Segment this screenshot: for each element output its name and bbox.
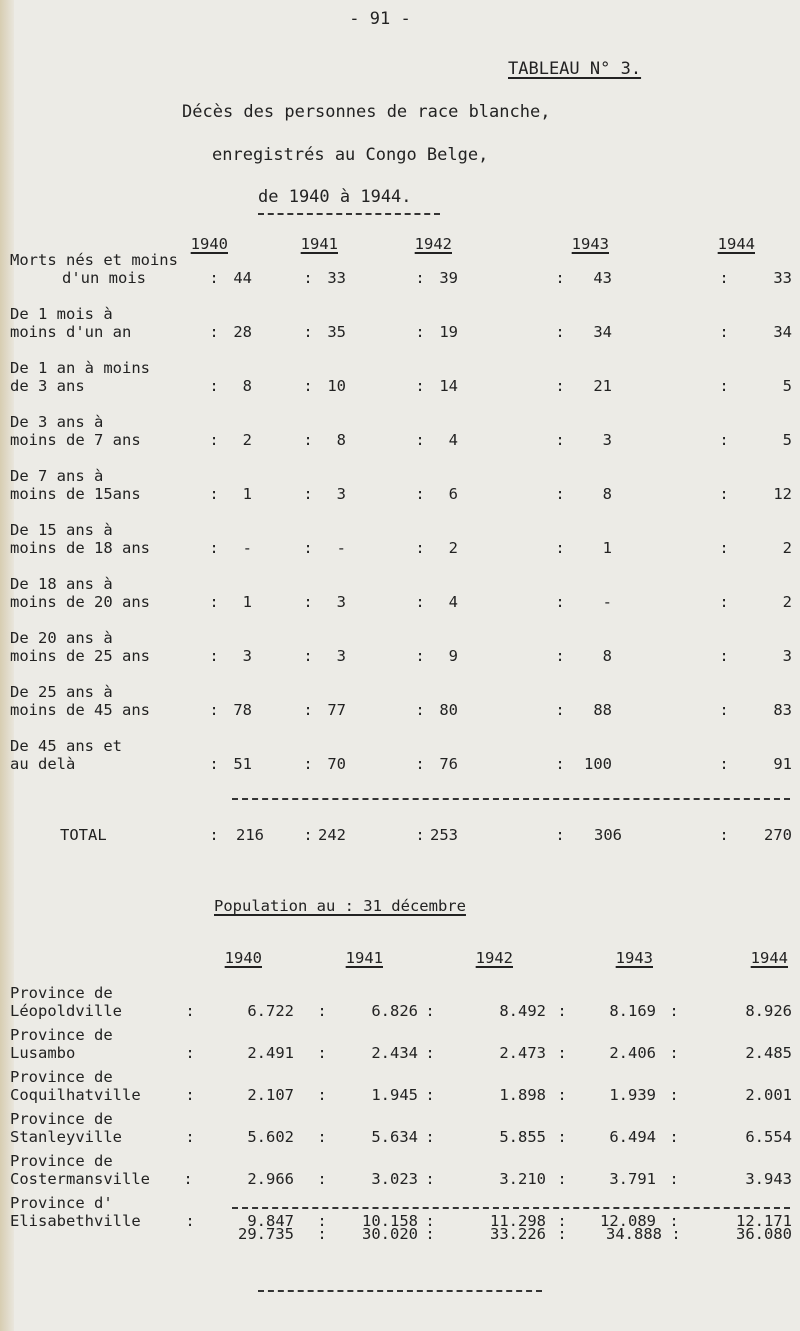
column-separator: : bbox=[425, 1086, 435, 1104]
column-separator: : bbox=[557, 1128, 567, 1146]
cell-value: 3 bbox=[336, 647, 346, 665]
cell-value: 91 bbox=[773, 755, 792, 773]
cell-value: 1 bbox=[242, 485, 252, 503]
column-separator: : bbox=[415, 377, 425, 395]
column-separator: : bbox=[669, 1170, 679, 1188]
cell-value: 12.089 bbox=[600, 1212, 656, 1230]
row-label: De 25 ans à bbox=[10, 683, 113, 701]
column-separator: : bbox=[555, 826, 565, 844]
row-label: De 45 ans et bbox=[10, 737, 122, 755]
cell-value: 2.473 bbox=[499, 1044, 546, 1062]
year-header: 1941 bbox=[300, 235, 338, 253]
cell-value: 77 bbox=[327, 701, 346, 719]
column-separator: : bbox=[425, 1002, 435, 1020]
cell-value: 2 bbox=[448, 539, 458, 557]
column-separator: : bbox=[555, 593, 565, 611]
row-label: moins d'un an bbox=[10, 323, 132, 341]
cell-value: 3 bbox=[336, 485, 346, 503]
row-label: Province d' bbox=[10, 1194, 113, 1212]
column-separator: : bbox=[555, 701, 565, 719]
cell-value: 33 bbox=[327, 269, 346, 287]
total-value: 34.888 bbox=[606, 1225, 662, 1243]
closing-rule bbox=[258, 1290, 542, 1292]
row-label: moins de 20 ans bbox=[10, 593, 150, 611]
column-separator: : bbox=[425, 1044, 435, 1062]
column-separator: : bbox=[303, 539, 313, 557]
column-separator: : bbox=[555, 269, 565, 287]
column-separator: : bbox=[671, 1225, 681, 1243]
cell-value: 8.169 bbox=[609, 1002, 656, 1020]
row-label: Léopoldville bbox=[10, 1002, 122, 1020]
column-separator: : bbox=[415, 269, 425, 287]
column-separator: : bbox=[185, 1002, 195, 1020]
cell-value: 1 bbox=[602, 539, 612, 557]
cell-value: 3.791 bbox=[609, 1170, 656, 1188]
cell-value: 8 bbox=[242, 377, 252, 395]
row-label: Costermansville bbox=[10, 1170, 150, 1188]
column-separator: : bbox=[209, 701, 219, 719]
column-separator: : bbox=[555, 539, 565, 557]
column-separator: : bbox=[557, 1002, 567, 1020]
cell-value: 8.492 bbox=[499, 1002, 546, 1020]
row-label: Stanleyville bbox=[10, 1128, 122, 1146]
cell-value: 10.158 bbox=[362, 1212, 418, 1230]
column-separator: : bbox=[719, 323, 729, 341]
cell-value: 5.634 bbox=[371, 1128, 418, 1146]
column-separator: : bbox=[209, 593, 219, 611]
row-label: Province de bbox=[10, 1152, 113, 1170]
year-header: 1940 bbox=[224, 949, 262, 967]
cell-value: 6.494 bbox=[609, 1128, 656, 1146]
column-separator: : bbox=[555, 323, 565, 341]
column-separator: : bbox=[425, 1225, 435, 1243]
row-label: De 1 mois à bbox=[10, 305, 113, 323]
cell-value: 5.855 bbox=[499, 1128, 546, 1146]
cell-value: 6 bbox=[448, 485, 458, 503]
column-separator: : bbox=[209, 431, 219, 449]
cell-value: 3 bbox=[782, 647, 792, 665]
column-separator: : bbox=[669, 1002, 679, 1020]
column-separator: : bbox=[425, 1212, 435, 1230]
column-separator: : bbox=[415, 323, 425, 341]
column-separator: : bbox=[557, 1044, 567, 1062]
total-value: 33.226 bbox=[490, 1225, 546, 1243]
column-separator: : bbox=[415, 485, 425, 503]
row-label: Lusambo bbox=[10, 1044, 76, 1062]
cell-value: 2.406 bbox=[609, 1044, 656, 1062]
cell-value: 70 bbox=[327, 755, 346, 773]
row-label: d'un mois bbox=[62, 269, 146, 287]
cell-value: 10 bbox=[327, 377, 346, 395]
total-value: 30.020 bbox=[362, 1225, 418, 1243]
row-label: Coquilhatville bbox=[10, 1086, 141, 1104]
title-line-1: Décès des personnes de race blanche, bbox=[182, 102, 551, 122]
column-separator: : bbox=[555, 377, 565, 395]
cell-value: 12 bbox=[773, 485, 792, 503]
cell-value: 4 bbox=[448, 431, 458, 449]
cell-value: 80 bbox=[439, 701, 458, 719]
column-separator: : bbox=[425, 1128, 435, 1146]
column-separator: : bbox=[303, 269, 313, 287]
cell-value: - bbox=[336, 539, 346, 557]
column-separator: : bbox=[719, 485, 729, 503]
cell-value: 11.298 bbox=[490, 1212, 546, 1230]
column-separator: : bbox=[303, 377, 313, 395]
cell-value: 8.926 bbox=[745, 1002, 792, 1020]
column-separator: : bbox=[183, 1170, 193, 1188]
cell-value: 43 bbox=[593, 269, 612, 287]
column-separator: : bbox=[185, 1212, 195, 1230]
cell-value: 5 bbox=[782, 431, 792, 449]
column-separator: : bbox=[719, 377, 729, 395]
column-separator: : bbox=[415, 539, 425, 557]
column-separator: : bbox=[555, 755, 565, 773]
row-label: Province de bbox=[10, 1068, 113, 1086]
cell-value: 8 bbox=[602, 485, 612, 503]
cell-value: 9 bbox=[448, 647, 458, 665]
year-header: 1944 bbox=[717, 235, 755, 253]
column-separator: : bbox=[209, 377, 219, 395]
column-separator: : bbox=[415, 701, 425, 719]
row-label: moins de 45 ans bbox=[10, 701, 150, 719]
column-separator: : bbox=[719, 431, 729, 449]
cell-value: 4 bbox=[448, 593, 458, 611]
column-separator: : bbox=[209, 826, 219, 844]
year-header: 1942 bbox=[475, 949, 513, 967]
cell-value: 2 bbox=[242, 431, 252, 449]
column-separator: : bbox=[557, 1086, 567, 1104]
column-separator: : bbox=[415, 755, 425, 773]
cell-value: 88 bbox=[593, 701, 612, 719]
column-separator: : bbox=[317, 1044, 327, 1062]
row-label: De 20 ans à bbox=[10, 629, 113, 647]
total-label: TOTAL bbox=[60, 826, 107, 844]
column-separator: : bbox=[557, 1212, 567, 1230]
total-value: 306 bbox=[594, 826, 622, 844]
year-header: 1943 bbox=[571, 235, 609, 253]
row-label: moins de 7 ans bbox=[10, 431, 141, 449]
cell-value: 2.966 bbox=[247, 1170, 294, 1188]
row-label: Province de bbox=[10, 1110, 113, 1128]
cell-value: 3 bbox=[336, 593, 346, 611]
cell-value: 35 bbox=[327, 323, 346, 341]
tableau-number: TABLEAU N° 3. bbox=[508, 59, 642, 79]
row-label: moins de 18 ans bbox=[10, 539, 150, 557]
cell-value: 6.722 bbox=[247, 1002, 294, 1020]
column-separator: : bbox=[209, 755, 219, 773]
row-label: De 3 ans à bbox=[10, 413, 104, 431]
column-separator: : bbox=[317, 1225, 327, 1243]
year-header: 1944 bbox=[750, 949, 788, 967]
total-value: 270 bbox=[764, 826, 792, 844]
row-label: moins de 25 ans bbox=[10, 647, 150, 665]
cell-value: - bbox=[602, 593, 612, 611]
column-separator: : bbox=[719, 269, 729, 287]
cell-value: 8 bbox=[602, 647, 612, 665]
cell-value: 34 bbox=[773, 323, 792, 341]
cell-value: 12.171 bbox=[736, 1212, 792, 1230]
row-label: Province de bbox=[10, 984, 113, 1002]
total-value: 253 bbox=[430, 826, 458, 844]
row-label: Morts nés et moins bbox=[10, 251, 178, 269]
column-separator: : bbox=[415, 593, 425, 611]
column-separator: : bbox=[669, 1044, 679, 1062]
year-header: 1942 bbox=[414, 235, 452, 253]
cell-value: 1.898 bbox=[499, 1086, 546, 1104]
cell-value: 2.491 bbox=[247, 1044, 294, 1062]
cell-value: 8 bbox=[336, 431, 346, 449]
cell-value: 1 bbox=[242, 593, 252, 611]
row-label: Elisabethville bbox=[10, 1212, 141, 1230]
column-separator: : bbox=[555, 431, 565, 449]
cell-value: 14 bbox=[439, 377, 458, 395]
cell-value: 19 bbox=[439, 323, 458, 341]
column-separator: : bbox=[557, 1225, 567, 1243]
column-separator: : bbox=[557, 1170, 567, 1188]
row-label: au delà bbox=[10, 755, 76, 773]
cell-value: 44 bbox=[233, 269, 252, 287]
year-header: 1940 bbox=[190, 235, 228, 253]
column-separator: : bbox=[719, 826, 729, 844]
population-total-rule bbox=[232, 1207, 790, 1209]
row-label: De 7 ans à bbox=[10, 467, 104, 485]
column-separator: : bbox=[317, 1002, 327, 1020]
cell-value: 33 bbox=[773, 269, 792, 287]
column-separator: : bbox=[719, 593, 729, 611]
title-underline bbox=[258, 213, 440, 215]
column-separator: : bbox=[719, 755, 729, 773]
cell-value: 5 bbox=[782, 377, 792, 395]
cell-value: 3 bbox=[602, 431, 612, 449]
column-separator: : bbox=[719, 647, 729, 665]
column-separator: : bbox=[415, 431, 425, 449]
cell-value: 2.107 bbox=[247, 1086, 294, 1104]
title-line-3: de 1940 à 1944. bbox=[258, 187, 412, 207]
column-separator: : bbox=[719, 701, 729, 719]
column-separator: : bbox=[669, 1086, 679, 1104]
row-label: Province de bbox=[10, 1026, 113, 1044]
cell-value: 9.847 bbox=[247, 1212, 294, 1230]
deaths-total-rule bbox=[232, 798, 790, 800]
cell-value: 28 bbox=[233, 323, 252, 341]
column-separator: : bbox=[209, 323, 219, 341]
column-separator: : bbox=[669, 1128, 679, 1146]
column-separator: : bbox=[669, 1212, 679, 1230]
column-separator: : bbox=[209, 269, 219, 287]
cell-value: 51 bbox=[233, 755, 252, 773]
column-separator: : bbox=[185, 1128, 195, 1146]
row-label: De 15 ans à bbox=[10, 521, 113, 539]
cell-value: 3.210 bbox=[499, 1170, 546, 1188]
column-separator: : bbox=[317, 1170, 327, 1188]
column-separator: : bbox=[317, 1128, 327, 1146]
cell-value: 3.023 bbox=[371, 1170, 418, 1188]
cell-value: 2 bbox=[782, 539, 792, 557]
cell-value: 1.945 bbox=[371, 1086, 418, 1104]
total-value: 36.080 bbox=[736, 1225, 792, 1243]
column-separator: : bbox=[719, 539, 729, 557]
cell-value: 3 bbox=[242, 647, 252, 665]
cell-value: 100 bbox=[584, 755, 612, 773]
title-line-2: enregistrés au Congo Belge, bbox=[212, 145, 489, 165]
total-value: 242 bbox=[318, 826, 346, 844]
cell-value: - bbox=[242, 539, 252, 557]
cell-value: 83 bbox=[773, 701, 792, 719]
column-separator: : bbox=[303, 755, 313, 773]
column-separator: : bbox=[209, 647, 219, 665]
column-separator: : bbox=[303, 593, 313, 611]
column-separator: : bbox=[555, 647, 565, 665]
total-value: 216 bbox=[236, 826, 264, 844]
cell-value: 1.939 bbox=[609, 1086, 656, 1104]
cell-value: 5.602 bbox=[247, 1128, 294, 1146]
cell-value: 6.826 bbox=[371, 1002, 418, 1020]
column-separator: : bbox=[303, 323, 313, 341]
column-separator: : bbox=[415, 647, 425, 665]
cell-value: 78 bbox=[233, 701, 252, 719]
column-separator: : bbox=[209, 485, 219, 503]
cell-value: 21 bbox=[593, 377, 612, 395]
cell-value: 2.001 bbox=[745, 1086, 792, 1104]
year-header: 1941 bbox=[345, 949, 383, 967]
column-separator: : bbox=[317, 1212, 327, 1230]
column-separator: : bbox=[185, 1044, 195, 1062]
year-header: 1943 bbox=[615, 949, 653, 967]
page-number: - 91 - bbox=[349, 9, 411, 29]
cell-value: 3.943 bbox=[745, 1170, 792, 1188]
column-separator: : bbox=[303, 485, 313, 503]
cell-value: 2.434 bbox=[371, 1044, 418, 1062]
cell-value: 6.554 bbox=[745, 1128, 792, 1146]
column-separator: : bbox=[415, 826, 425, 844]
row-label: De 1 an à moins bbox=[10, 359, 150, 377]
column-separator: : bbox=[303, 431, 313, 449]
cell-value: 76 bbox=[439, 755, 458, 773]
row-label: De 18 ans à bbox=[10, 575, 113, 593]
column-separator: : bbox=[555, 485, 565, 503]
cell-value: 2 bbox=[782, 593, 792, 611]
column-separator: : bbox=[317, 1086, 327, 1104]
cell-value: 2.485 bbox=[745, 1044, 792, 1062]
row-label: de 3 ans bbox=[10, 377, 85, 395]
column-separator: : bbox=[185, 1086, 195, 1104]
column-separator: : bbox=[303, 701, 313, 719]
column-separator: : bbox=[303, 647, 313, 665]
cell-value: 39 bbox=[439, 269, 458, 287]
column-separator: : bbox=[425, 1170, 435, 1188]
cell-value: 34 bbox=[593, 323, 612, 341]
column-separator: : bbox=[209, 539, 219, 557]
population-title: Population au : 31 décembre bbox=[214, 897, 466, 915]
row-label: moins de 15ans bbox=[10, 485, 141, 503]
total-value: 29.735 bbox=[238, 1225, 294, 1243]
column-separator: : bbox=[303, 826, 313, 844]
